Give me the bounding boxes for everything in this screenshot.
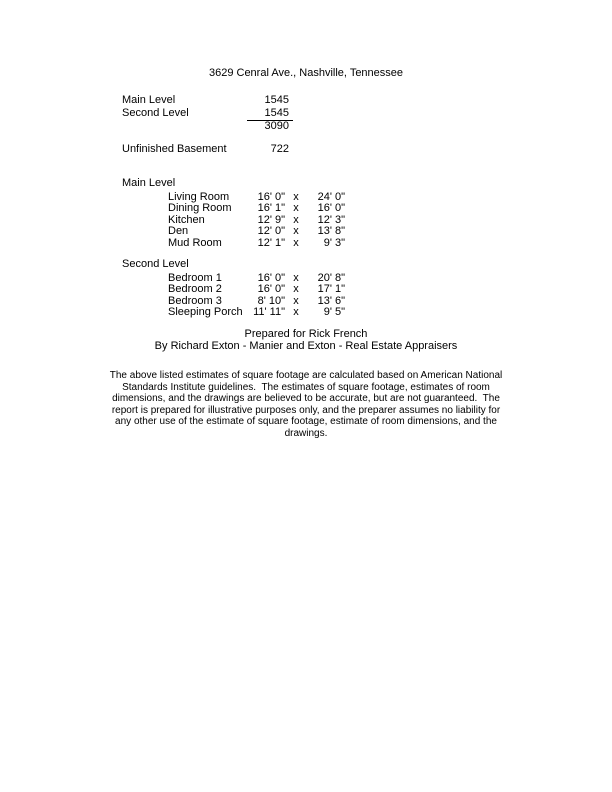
summary-row-main-level — [122, 94, 293, 107]
disclaimer-line: any other use of the estimate of square footage, estimate of room dimensions, and the — [115, 416, 497, 428]
section-heading: Second Level — [122, 258, 189, 270]
summary-row-second-level — [122, 107, 293, 120]
dimension-separator: x — [293, 294, 299, 307]
room-dim-width: 12' 0" — [257, 225, 285, 238]
disclaimer-line: report is prepared for illustrative purposes only, and the preparer assumes no liability for — [111, 404, 501, 416]
basement-label: Unfinished Basement — [122, 143, 227, 155]
room-row — [168, 307, 345, 319]
room-dim-width: 11' 11" — [253, 306, 285, 319]
dimension-separator: x — [293, 236, 299, 249]
room-dim-width: 16' 1" — [257, 202, 285, 215]
second-level-room-list — [122, 259, 345, 319]
level-label: Second Level — [122, 106, 189, 119]
prepared-for-line: Prepared for Rick French — [244, 328, 368, 340]
level-label: Main Level — [122, 94, 176, 106]
room-dim-width: 12' 9" — [257, 213, 285, 226]
disclaimer-line: dimensions, and the drawings are believed to be accurate, but are not guaranteed. The — [112, 393, 500, 405]
room-name: Sleeping Porch — [168, 306, 243, 319]
basement-row — [122, 143, 293, 156]
dimension-separator: x — [293, 225, 299, 238]
room-dim-length: 20' 8" — [317, 271, 345, 284]
square-footage-summary — [122, 94, 293, 132]
room-name: Kitchen — [168, 213, 205, 226]
disclaimer-line: Standards Institute guidelines. The estimates of square footage, estimates of room — [122, 381, 490, 393]
room-dim-length: 24' 0" — [317, 190, 345, 203]
dimension-separator: x — [293, 202, 299, 215]
disclaimer-paragraph — [0, 370, 612, 440]
disclaimer-line: drawings. — [284, 427, 328, 439]
room-table — [168, 192, 345, 250]
main-level-room-list — [122, 178, 345, 250]
room-dim-length: 13' 6" — [317, 294, 345, 307]
dimension-separator: x — [293, 306, 299, 319]
room-name: Bedroom 2 — [168, 283, 222, 296]
room-dim-length: 13' 8" — [317, 225, 345, 238]
room-name: Bedroom 3 — [168, 294, 222, 307]
room-dim-length: 16' 0" — [317, 202, 345, 215]
room-dim-length: 9' 5" — [323, 306, 345, 319]
room-dim-length: 17' 1" — [317, 283, 345, 296]
room-dim-length: 12' 3" — [317, 213, 345, 226]
room-row — [168, 238, 345, 250]
prepared-note — [0, 328, 612, 352]
property-address-title: 3629 Cenral Ave., Nashville, Tennessee — [208, 67, 404, 79]
room-name: Living Room — [168, 190, 230, 203]
room-name: Mud Room — [168, 236, 222, 249]
level-sqft-value: 1545 — [247, 107, 293, 121]
prepared-by-line: By Richard Exton - Manier and Exton - Real Estate Appraisers — [154, 340, 458, 352]
room-name: Den — [168, 225, 189, 238]
room-name: Bedroom 1 — [168, 271, 222, 284]
room-dim-width: 12' 1" — [257, 236, 285, 249]
total-sqft-value: 3090 — [264, 119, 289, 132]
room-table — [168, 273, 345, 319]
room-dim-width: 8' 10" — [257, 294, 285, 307]
dimension-separator: x — [293, 283, 299, 296]
room-name: Dining Room — [168, 202, 232, 215]
section-heading: Main Level — [122, 177, 176, 189]
dimension-separator: x — [293, 190, 299, 203]
dimension-separator: x — [293, 271, 299, 284]
room-dim-length: 9' 3" — [323, 236, 345, 249]
basement-sqft-value: 722 — [270, 143, 289, 155]
level-sqft-value: 1545 — [264, 94, 289, 106]
disclaimer-line: The above listed estimates of square footage are calculated based on American National — [109, 370, 503, 381]
room-dim-width: 16' 0" — [257, 271, 285, 284]
room-dim-width: 16' 0" — [257, 283, 285, 296]
summary-row-total — [122, 120, 293, 133]
dimension-separator: x — [293, 213, 299, 226]
room-dim-width: 16' 0" — [257, 190, 285, 203]
